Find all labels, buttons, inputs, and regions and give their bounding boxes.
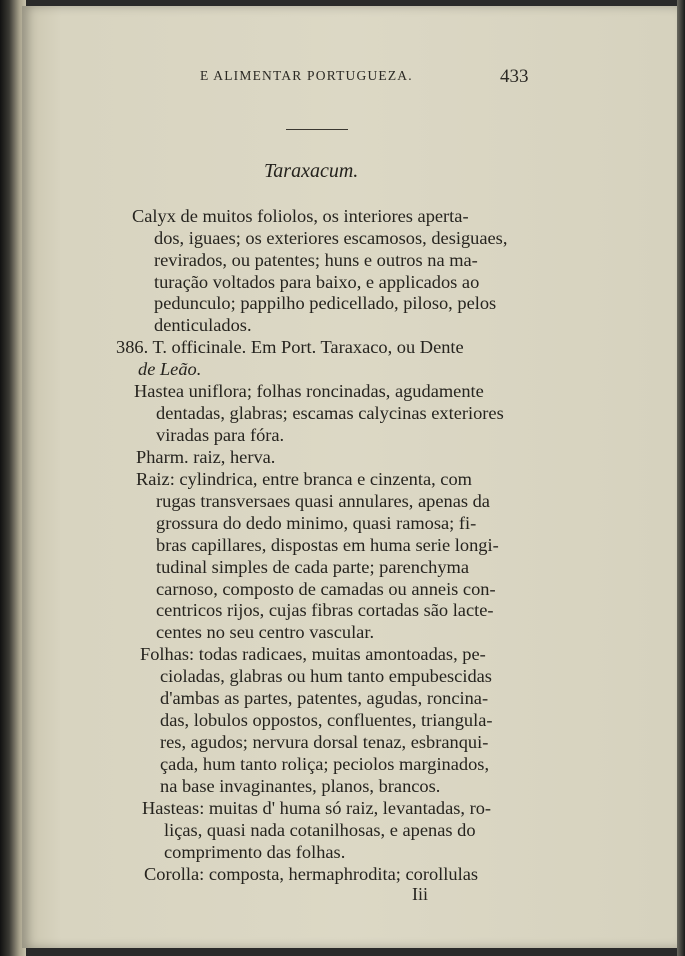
text-line: viradas para fóra.	[156, 425, 285, 445]
text-line: grossura do dedo minimo, quasi ramosa; fi-	[156, 513, 477, 533]
section-divider	[286, 129, 348, 130]
text-line: liças, quasi nada cotanilhosas, e apenas do	[164, 820, 476, 840]
text-line: comprimento das folhas.	[164, 842, 346, 862]
text-line: Folhas: todas radicaes, muitas amontoadas, pe-	[140, 644, 486, 664]
text-line: Pharm. raiz, herva.	[136, 447, 276, 467]
section-title: Taraxacum.	[264, 160, 359, 182]
text-line: res, agudos; nervura dorsal tenaz, esbranqui-	[160, 732, 489, 752]
text-line: de Leão.	[138, 359, 202, 379]
page-number: 433	[500, 66, 529, 87]
text-line: turação voltados para baixo, e applicados ao	[154, 272, 480, 292]
running-head: E ALIMENTAR PORTUGUEZA.	[200, 68, 413, 83]
signature-mark: Iii	[412, 884, 428, 904]
text-line: dos, iguaes; os exteriores escamosos, desiguaes,	[154, 228, 508, 248]
text-line: Hastea uniflora; folhas roncinadas, agudamente	[134, 381, 484, 401]
text-line: centes no seu centro vascular.	[156, 622, 375, 642]
text-line: Corolla: composta, hermaphrodita; corollulas	[144, 864, 479, 884]
text-line: pedunculo; pappilho pedicellado, piloso, pelos	[154, 293, 497, 313]
text-line: das, lobulos oppostos, confluentes, triangula-	[160, 710, 493, 730]
text-line: dentadas, glabras; escamas calycinas exteriores	[156, 403, 504, 423]
text-line: rugas transversaes quasi annulares, apenas da	[156, 491, 490, 511]
text-line: denticulados.	[154, 315, 252, 335]
text-line: centricos rijos, cujas fibras cortadas são lacte-	[156, 600, 494, 620]
text-line: çada, hum tanto roliça; peciolos marginados,	[160, 754, 490, 774]
species-heading: 386. T. officinale. Em Port. Taraxaco, ou Dente	[116, 337, 464, 357]
text-line: Calyx de muitos foliolos, os interiores aperta-	[132, 206, 469, 226]
text-line: d'ambas as partes, patentes, agudas, roncina-	[160, 688, 489, 708]
text-line: tudinal simples de cada parte; parenchyma	[156, 557, 470, 577]
text-line: revirados, ou patentes; huns e outros na ma-	[154, 250, 478, 270]
text-line: bras capillares, dispostas em huma serie longi-	[156, 535, 499, 555]
text-line: cioladas, glabras ou hum tanto empubescidas	[160, 666, 492, 686]
text-line: carnoso, composto de camadas ou anneis con-	[156, 579, 496, 599]
text-line: Hasteas: muitas d' huma só raiz, levantadas, ro-	[142, 798, 492, 818]
text-line: Raiz: cylindrica, entre branca e cinzenta, com	[136, 469, 472, 489]
book-edge-right	[677, 0, 685, 956]
text-line: na base invaginantes, planos, brancos.	[160, 776, 441, 796]
